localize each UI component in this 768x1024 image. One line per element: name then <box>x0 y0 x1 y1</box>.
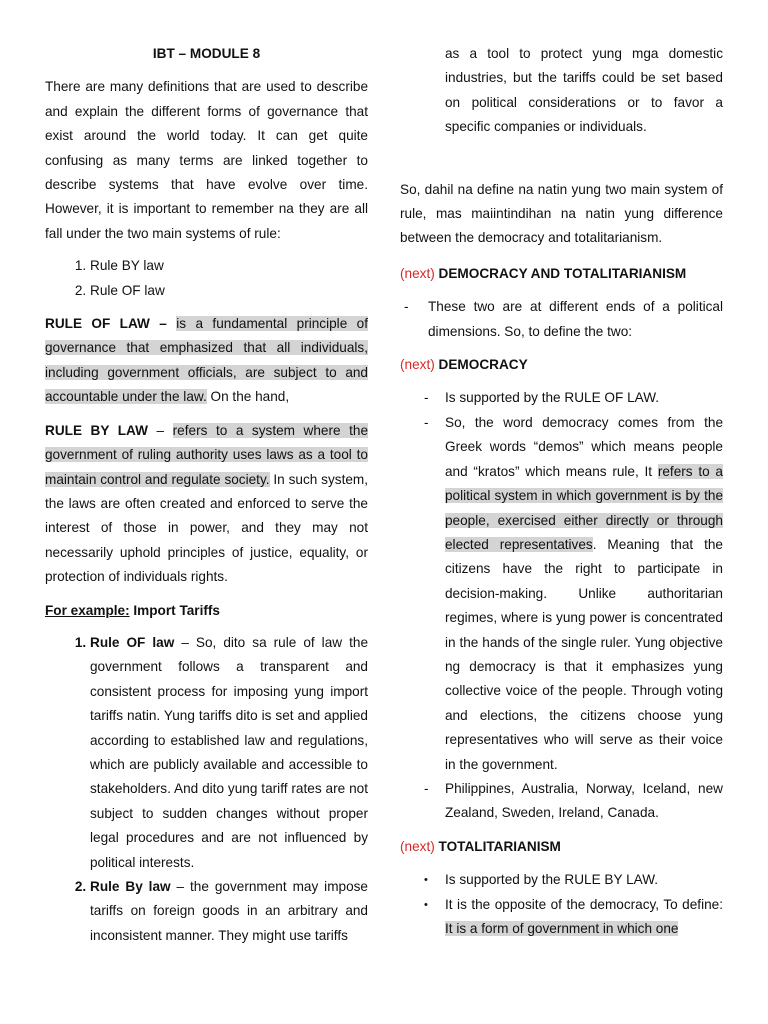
dash-marker: - <box>424 780 429 796</box>
rule-of-law-paragraph <box>45 312 368 410</box>
bullet-icon: • <box>424 898 428 911</box>
section-heading-democracy-totalitarianism <box>400 262 723 286</box>
example-subject: Import Tariffs <box>133 602 220 618</box>
section-title: DEMOCRACY <box>438 357 528 373</box>
section-title: TOTALITARIANISM <box>438 838 561 854</box>
rule-of-law-tail: On the hand, <box>210 389 290 405</box>
section-title: DEMOCRACY AND TOTALITARIANISM <box>438 265 687 281</box>
rules-list <box>45 254 368 303</box>
section-heading-democracy <box>400 353 723 377</box>
list-item <box>400 386 723 410</box>
intro-paragraph: There are many definitions that are used to describe and explain the different forms of governance that exist around the world today. It can get quite confusing as many terms are linked together to describe systems that have evolve over time. However, it is important to remember na they are all fall under the two main systems of rule: <box>45 79 368 241</box>
list-item <box>400 777 723 826</box>
dash-marker: - <box>424 414 429 430</box>
left-column <box>45 42 368 948</box>
example-item-term: Rule OF law <box>90 634 175 650</box>
rule-by-law-term: RULE BY LAW <box>45 422 148 438</box>
dash-marker: - <box>404 299 409 315</box>
list-item: 1. Rule BY law <box>90 254 368 278</box>
list-item <box>90 631 368 875</box>
rule-of-law-term: RULE OF LAW – <box>45 316 167 332</box>
item-text: Is supported by the RULE OF LAW. <box>445 390 660 406</box>
example-item-term: Rule By law <box>90 879 171 894</box>
example-item-text: – the government may impose tariffs on foreign goods in an arbitrary and inconsistent manner. They might use tariffs <box>90 879 368 943</box>
transition-paragraph: So, dahil na define na natin yung two main system of rule, mas maiintindihan na natin yung difference between the democracy and totalitarianism. <box>400 181 723 246</box>
next-tag: (next) <box>400 838 435 854</box>
item-text: Is supported by the RULE BY LAW. <box>445 872 659 888</box>
bullet-icon: • <box>424 874 428 887</box>
example-continuation: as a tool to protect yung mga domestic industries, but the tariffs could be set based on political considerations or to favor a specific companies or individuals. <box>445 46 723 135</box>
section-heading-totalitarianism <box>400 835 723 859</box>
example-item-text: – So, dito sa rule of law the government follows a transparent and consistent process for imposing yung import tariffs natin. Yung tariffs dito is set and applied according to established law and regulations, which are publicly available and accessible to stakeholders. And dito yung tariff rates are not subject to sudden changes without proper legal procedures and are not influenced by political interests. <box>90 634 368 870</box>
right-column <box>400 42 723 941</box>
item-text: . Meaning that the citizens have the right to participate in decision-making. Unlike authoritarian regimes, where is yung power is concentrated in the hands of the single ruler. Yung objective ng democracy is that it emphasizes yung collective voice of the people. Through voting and elections, the citizens choose yung representatives who will serve as their voice in the government. <box>445 536 723 772</box>
list-item <box>90 875 368 948</box>
list-item: 2. Rule OF law <box>90 279 368 303</box>
rule-by-law-paragraph <box>45 419 368 590</box>
totalitarianism-definition: It is a form of government in which one <box>445 921 679 936</box>
rule-by-law-definition: refers to a system where the government of ruling authority uses laws as a tool to maintain control and regulate society. <box>45 422 369 487</box>
item-text: These two are at different ends of a political dimensions. So, to define the two: <box>428 299 723 339</box>
rule-of-law-definition: is a fundamental principle of governance that emphasized that all individuals, including government officials, are subject to and accountable under the law. <box>45 316 368 405</box>
list-item <box>400 295 723 344</box>
list-item <box>400 411 723 777</box>
example-list <box>45 631 368 948</box>
dash-marker: - <box>424 390 429 406</box>
item-text: So, the word democracy comes from the Greek words “demos” which means people and “kratos” which means rule, It <box>445 414 723 479</box>
list-item <box>400 893 723 942</box>
list-item <box>400 868 723 892</box>
item-text: It is the opposite of the democracy, To define: <box>445 896 723 912</box>
item-text: Philippines, Australia, Norway, Iceland, new Zealand, Sweden, Ireland, Canada. <box>445 780 723 821</box>
next-tag: (next) <box>400 357 435 373</box>
democracy-definition: refers to a political system in which government is by the people, exercised either directly or through elected representatives <box>445 463 723 552</box>
rule-by-law-tail: In such system, the laws are often created and enforced to serve the interest of those in power, and they may not necessarily uphold principles of justice, equality, or protection of individuals rights. <box>45 471 369 585</box>
example-label: For example: <box>45 602 130 618</box>
page-title: IBT – MODULE 8 <box>152 46 261 61</box>
example-heading <box>45 599 368 623</box>
rule-by-law-dash: – <box>156 422 165 438</box>
next-tag: (next) <box>400 265 435 281</box>
